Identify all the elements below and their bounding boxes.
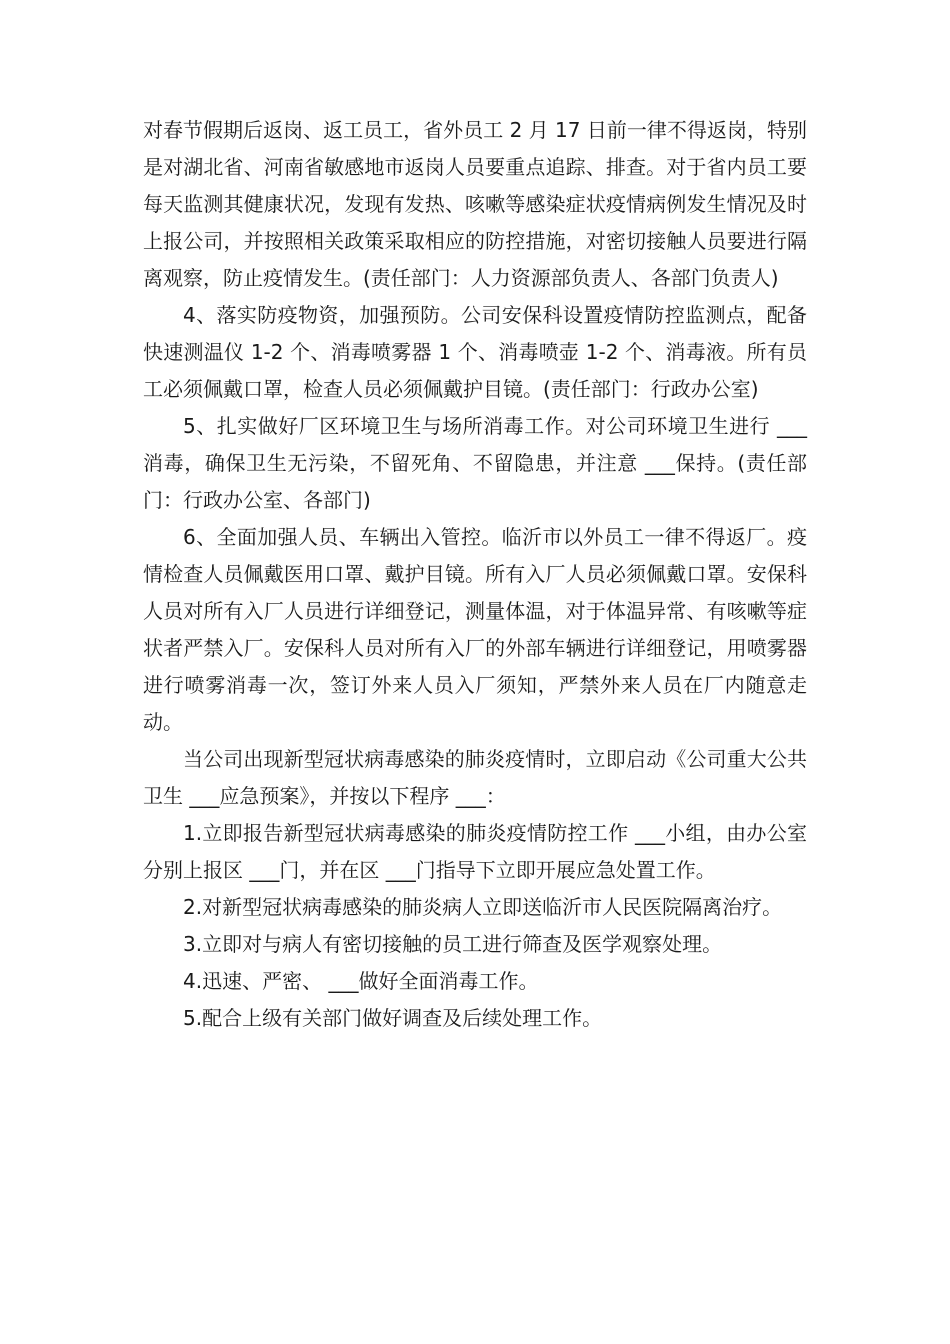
procedure-step-5: 5.配合上级有关部门做好调查及后续处理工作。 (183, 1006, 603, 1030)
procedure-step-3: 3.立即对与病人有密切接触的员工进行筛查及医学观察处理。 (183, 932, 723, 956)
procedure-step-1: 1.立即报告新型冠状病毒感染的肺炎疫情防控工作 ___小组，由办公室分别上报区 ___门，并在区 ___门指导下立即开展应急处置工作。 (143, 821, 807, 882)
procedure-step-4: 4.迅速、严密、 ___做好全面消毒工作。 (183, 969, 539, 993)
document-body (143, 112, 807, 1037)
paragraph-emergency-plan: 当公司出现新型冠状病毒感染的肺炎疫情时，立即启动《公司重大公共卫生 ___应急预案》，并按以下程序 ___： (143, 747, 807, 808)
procedure-step-2: 2.对新型冠状病毒感染的肺炎病人立即送临沂市人民医院隔离治疗。 (183, 895, 783, 919)
paragraph-returning-staff: 对春节假期后返岗、返工员工，省外员工 2 月 17 日前一律不得返岗，特别是对湖北省、河南省敏感地市返岗人员要重点追踪、排查。对于省内员工要每天监测其健康状况，发现有发热、咳嗽等感染症状疫情病例发生情况及时上报公司，并按照相关政策采取相应的防控措施，对密切接触人员要进行隔离观察，防止疫情发生。(责任部门：人力资源部负责人、各部门负责人) (143, 118, 807, 290)
paragraph-environment-disinfection: 5、扎实做好厂区环境卫生与场所消毒工作。对公司环境卫生进行 ___消毒，确保卫生无污染，不留死角、不留隐患，并注意 ___保持。(责任部门：行政办公室、各部门) (143, 414, 807, 512)
paragraph-access-control: 6、全面加强人员、车辆出入管控。临沂市以外员工一律不得返厂。疫情检查人员佩戴医用口罩、戴护目镜。所有入厂人员必须佩戴口罩。安保科人员对所有入厂人员进行详细登记，测量体温，对于体温异常、有咳嗽等症状者严禁入厂。安保科人员对所有入厂的外部车辆进行详细登记，用喷雾器进行喷雾消毒一次，签订外来人员入厂须知，严禁外来人员在厂内随意走动。 (143, 525, 807, 734)
paragraph-epidemic-supplies: 4、落实防疫物资，加强预防。公司安保科设置疫情防控监测点，配备快速测温仪 1-2 个、消毒喷雾器 1 个、消毒喷壶 1-2 个、消毒液。所有员工必须佩戴口罩，检查人员必须佩戴护目镜。(责任部门：行政办公室) (143, 303, 807, 401)
